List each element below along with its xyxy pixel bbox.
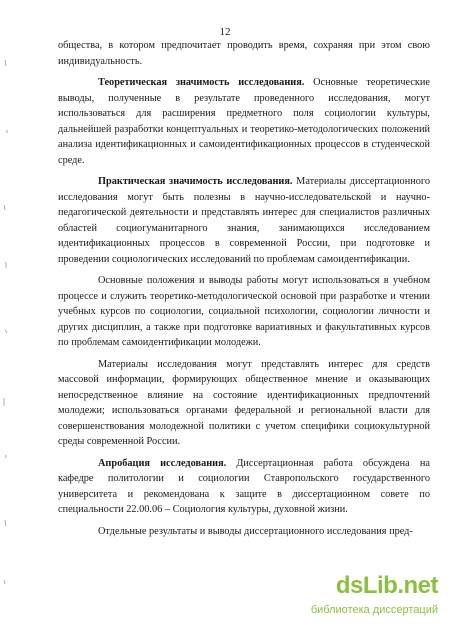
- paragraph-text: Основные положения и выводы работы могут использоваться в учебном процессе и служить теоретико-методологической основой при разработке и чтении учебных курсов по социологии, социальной психологии, социологии личности и других дисциплин, а также при подготовке вариативных и факультативных курсов по проблемам самоидентификации молодежи.: [58, 275, 430, 348]
- paragraph-partial-results: [58, 524, 430, 540]
- paragraph-text: Отдельные результаты и выводы диссертационного исследования пред-: [98, 525, 413, 537]
- paragraph-text: Материалы исследования могут представлять интерес для средств массовой информации, формирующих общественное мнение и оказывающих непосредственное влияние на состояние идентификационных предпочтений молодежи; использоваться органами федеральной и региональной власти для совершенствования молодежной политики с учетом специфики социокультурной среды современной России.: [58, 358, 430, 447]
- paragraph-heading: Теоретическая значимость исследования.: [98, 77, 305, 88]
- watermark: [270, 572, 442, 618]
- paragraph-text: Диссертационная работа обсуждена на кафедре политологии и социологии Ставропольского государственного университета и рекомендована к защите в диссертационном совете по специальности 22.00.06 – Социология культуры, духовной жизни.: [58, 457, 430, 515]
- paragraph-approbation: [58, 456, 430, 518]
- paragraph-text: Основные теоретические выводы, полученные в результате проведенного исследования, могут использоваться для расширения предметного поля социологии культуры, дальнейшей разработки концептуальных и теоретико-методологических положений анализа идентификационных и самоидентификационных процессов в студенческой среде.: [58, 77, 431, 166]
- watermark-caption: библиотека диссертаций: [310, 604, 438, 616]
- paragraph-heading: Практическая значимость исследования.: [98, 176, 293, 187]
- watermark-logo: dsLib.net: [335, 572, 438, 599]
- page-number: 12: [219, 26, 231, 38]
- paragraph-media-use: [58, 357, 430, 450]
- paragraph-theoretical-significance: [58, 75, 430, 168]
- body-text: [58, 38, 430, 545]
- paragraph-heading: Апробация исследования.: [98, 457, 227, 469]
- paragraph-educational-use: [58, 273, 430, 351]
- scan-margin-marks: [2, 0, 12, 624]
- paragraph-practical-significance: [58, 174, 430, 267]
- paragraph-text: общества, в котором предпочитает проводить время, сохраняя при этом свою индивидуальность.: [58, 40, 430, 67]
- paragraph-text: Материалы диссертационного исследования могут быть полезны в научно-исследовательской и научно-педагогической деятельности и представлять интерес для специалистов различных областей социогуманитарного знания, занимающихся исследованием идентификационных процессов в современной России, при подготовке и проведении социологических исследований по проблемам самоидентификации.: [58, 176, 430, 265]
- paragraph-continuation: [58, 38, 430, 69]
